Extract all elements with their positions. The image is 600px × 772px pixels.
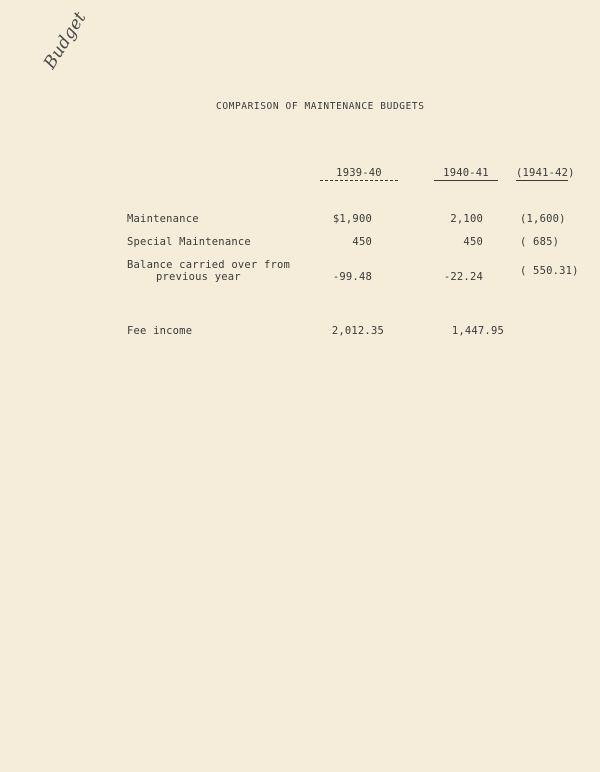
- row-label-special-maintenance: Special Maintenance: [127, 236, 251, 248]
- cell-fee-income-1940-41: 1,447.95: [451, 325, 504, 337]
- cell-maintenance-1940-41: 2,100: [450, 213, 483, 225]
- cell-balance-1940-41: -22.24: [443, 271, 483, 283]
- cell-maintenance-1939-40: $1,900: [332, 213, 372, 225]
- column-header-1941-42: (1941-42): [516, 167, 575, 179]
- handwritten-note: Budget: [40, 8, 91, 73]
- cell-maintenance-1941-42: (1,600): [520, 213, 566, 225]
- row-label-balance-line2: previous year: [156, 271, 241, 283]
- cell-special-maintenance-1940-41: 450: [463, 236, 483, 248]
- row-label-maintenance: Maintenance: [127, 213, 199, 225]
- cell-special-maintenance-1941-42: ( 685): [520, 236, 560, 248]
- column-header-1940-41: 1940-41: [434, 167, 498, 181]
- row-label-balance-line1: Balance carried over from: [127, 259, 291, 271]
- cell-balance-1939-40: -99.48: [332, 271, 372, 283]
- document-title: COMPARISON OF MAINTENANCE BUDGETS: [216, 101, 425, 112]
- cell-balance-1941-42: ( 550.31): [520, 265, 579, 277]
- cell-fee-income-1939-40: 2,012.35: [331, 325, 384, 337]
- row-label-fee-income: Fee income: [127, 325, 193, 337]
- column-header-1939-40: 1939-40: [320, 167, 398, 181]
- cell-special-maintenance-1939-40: 450: [352, 236, 372, 248]
